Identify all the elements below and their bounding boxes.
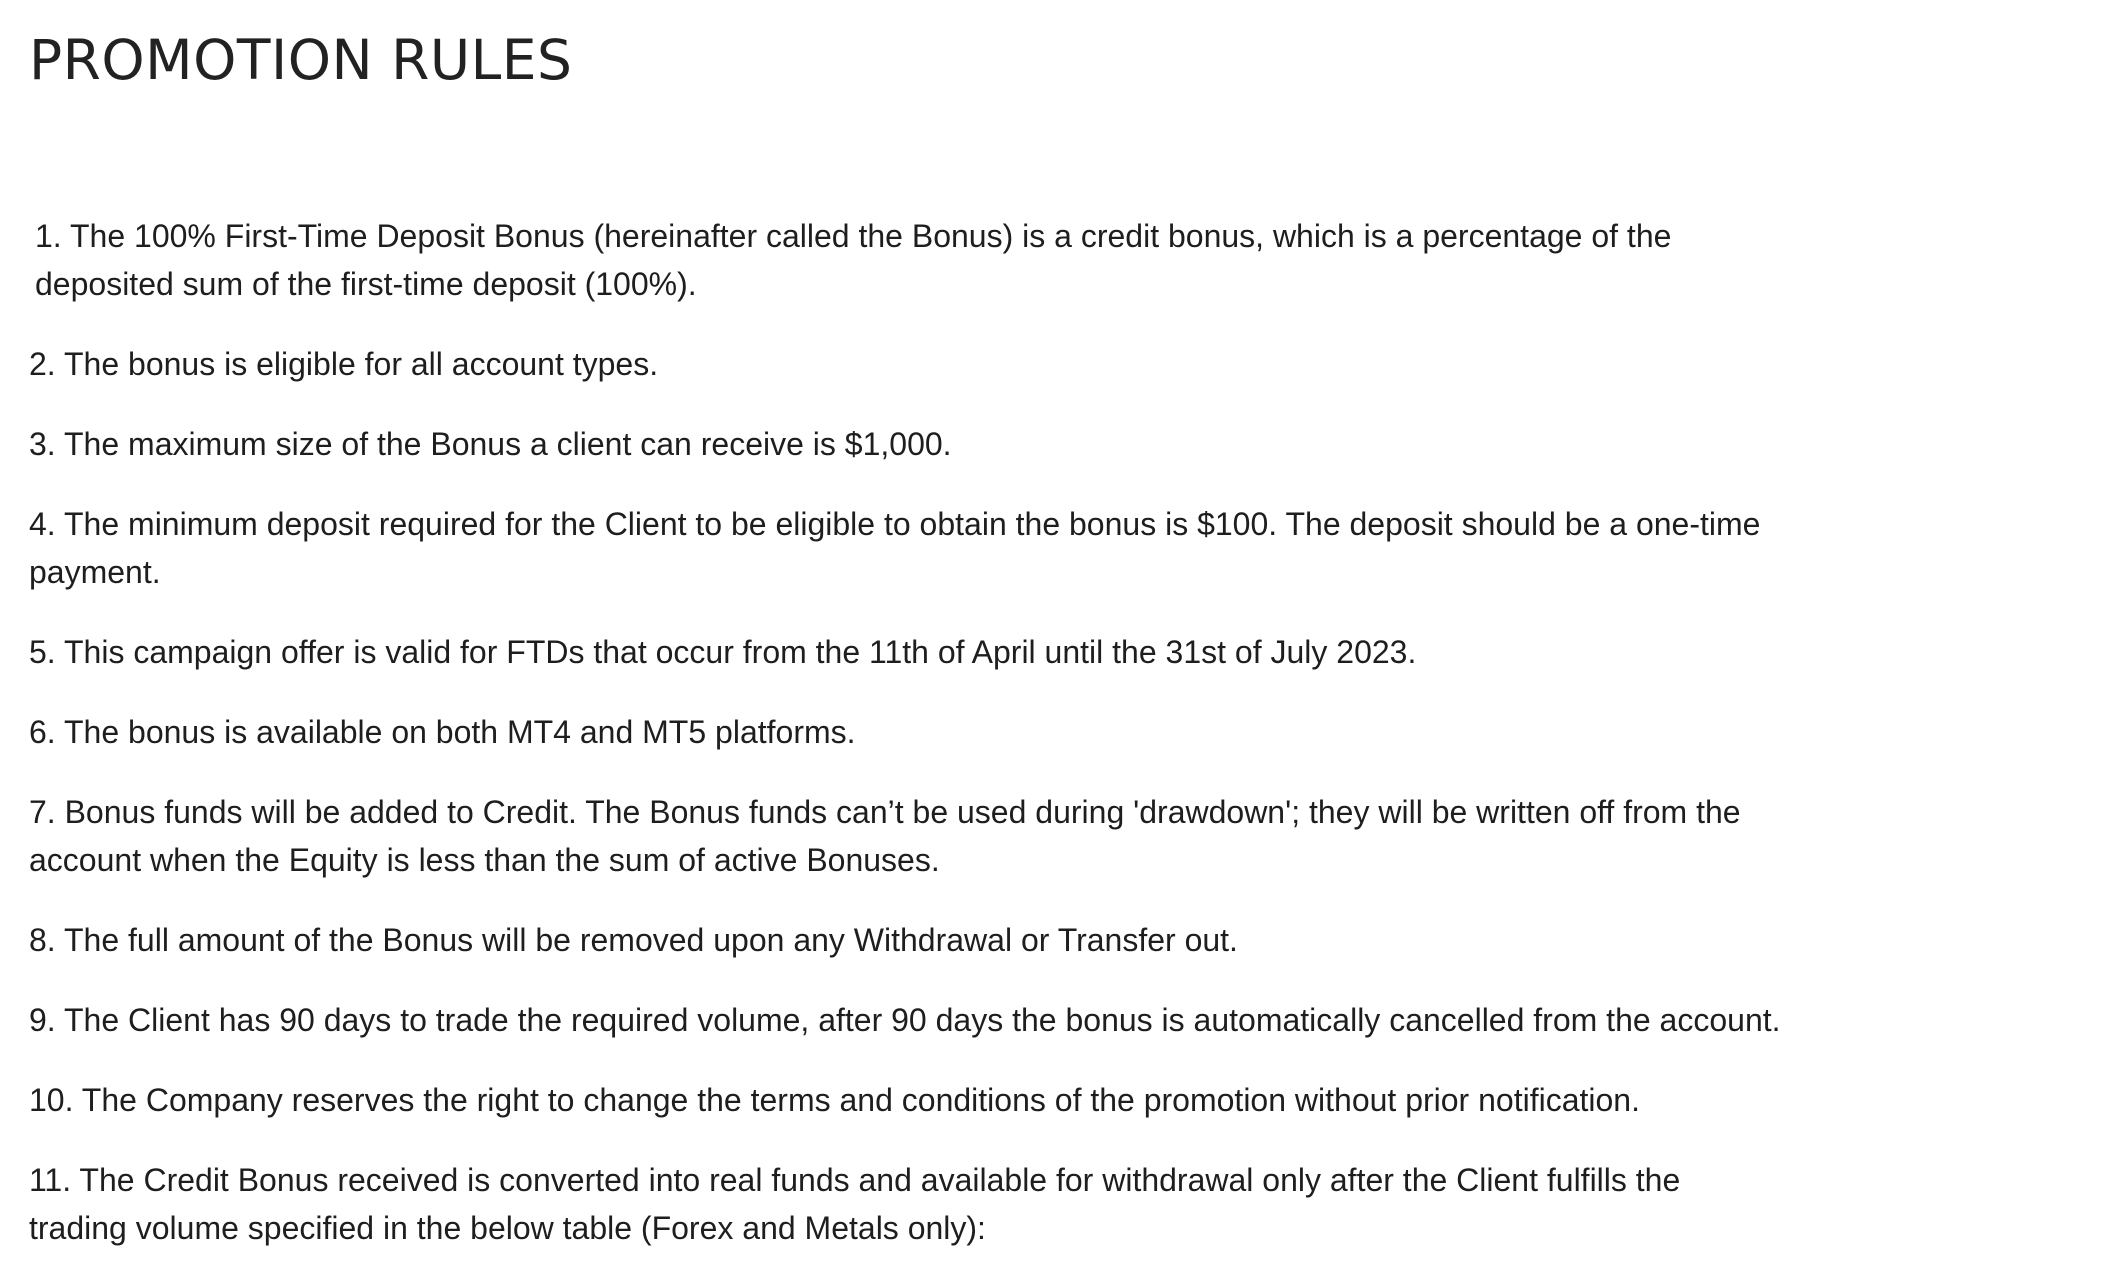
rule-text-line: 9. The Client has 90 days to trade the required volume, after 90 days the bonus is automatically cancelled from the account. — [29, 1002, 1781, 1038]
rule-text-line: 8. The full amount of the Bonus will be removed upon any Withdrawal or Transfer out. — [29, 922, 1238, 958]
rule-text-line: 11. The Credit Bonus received is converted into real funds and available for withdrawal only after the Client fulfills the — [29, 1162, 1681, 1198]
rule-item-9 — [29, 996, 1889, 1044]
rule-item-11 — [29, 1156, 1889, 1252]
document-page — [29, 0, 2079, 1246]
rule-item-6 — [29, 708, 1889, 756]
rule-item-1 — [29, 212, 1889, 308]
rule-text-line: 5. This campaign offer is valid for FTDs that occur from the 11th of April until the 31st of July 2023. — [29, 634, 1417, 670]
rule-text-line: account when the Equity is less than the sum of active Bonuses. — [29, 842, 940, 878]
rule-text-line: 2. The bonus is eligible for all account types. — [29, 346, 659, 382]
rule-text-line: 7. Bonus funds will be added to Credit. The Bonus funds can’t be used during 'drawdown'; they will be written off from the — [29, 794, 1741, 830]
rule-item-7 — [29, 788, 1889, 884]
rule-text-line: payment. — [29, 554, 161, 590]
rule-item-10 — [29, 1076, 1889, 1124]
rule-text-line: 4. The minimum deposit required for the Client to be eligible to obtain the bonus is $100. The deposit should be a one-time — [29, 506, 1761, 542]
rules-list — [29, 212, 1889, 1284]
rule-text-line: 10. The Company reserves the right to change the terms and conditions of the promotion without prior notification. — [29, 1082, 1640, 1118]
rule-item-4 — [29, 500, 1889, 596]
rule-item-3 — [29, 420, 1889, 468]
rule-item-8 — [29, 916, 1889, 964]
rule-item-2 — [29, 340, 1889, 388]
rule-text-line: deposited sum of the first-time deposit (100%). — [35, 266, 697, 302]
rule-text-line: 3. The maximum size of the Bonus a client can receive is $1,000. — [29, 426, 952, 462]
page-title: PROMOTION RULES — [29, 28, 573, 92]
rule-item-5 — [29, 628, 1889, 676]
rule-text-line: trading volume specified in the below table (Forex and Metals only): — [29, 1210, 986, 1246]
rule-text-line: 6. The bonus is available on both MT4 and MT5 platforms. — [29, 714, 856, 750]
rule-text-line: 1. The 100% First-Time Deposit Bonus (hereinafter called the Bonus) is a credit bonus, which is a percentage of the — [35, 218, 1672, 254]
